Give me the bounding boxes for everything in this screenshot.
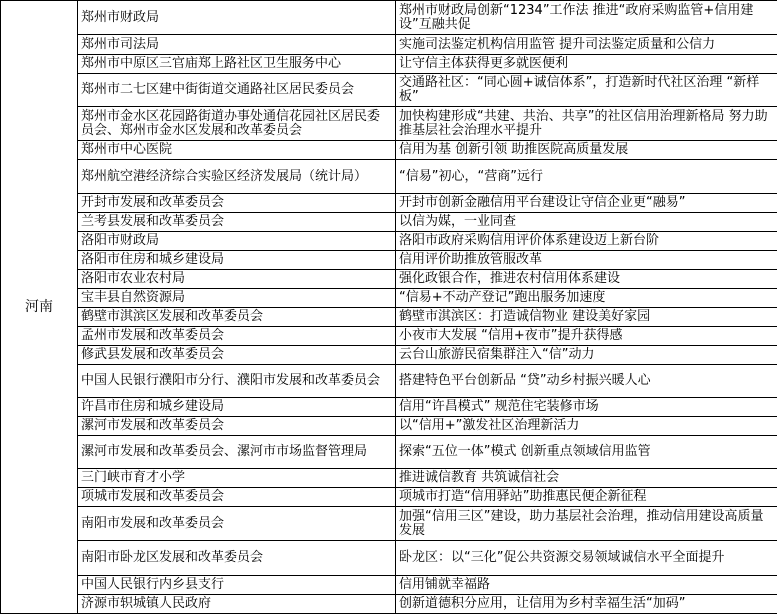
case-title-cell: 创新道德积分应用，让信用为乡村幸福生活“加码” xyxy=(396,595,777,614)
case-title-cell: 以“信用+”激发社区治理新活力 xyxy=(396,417,777,436)
organization-cell: 济源市轵城镇人民政府 xyxy=(78,595,396,614)
case-title-cell: 强化政银合作，推进农村信用体系建设 xyxy=(396,270,777,289)
organization-cell: 郑州航空港经济综合实验区经济发展局（统计局） xyxy=(78,160,396,194)
organization-cell: 修武县发展和改革委员会 xyxy=(78,346,396,365)
table-row xyxy=(1,576,777,595)
table-row xyxy=(1,251,777,270)
province-cell: 河南 xyxy=(1,1,78,614)
organization-cell: 孟州市发展和改革委员会 xyxy=(78,327,396,346)
table-row xyxy=(1,55,777,74)
organization-cell: 郑州市中心医院 xyxy=(78,141,396,160)
organization-cell: 郑州市财政局 xyxy=(78,1,396,35)
table-row xyxy=(1,398,777,417)
case-title-cell: 以信为媒，一业同查 xyxy=(396,213,777,232)
case-title-cell: 信用为基 创新引领 助推医院高质量发展 xyxy=(396,141,777,160)
organization-cell: 项城市发展和改革委员会 xyxy=(78,488,396,507)
organization-cell: 洛阳市住房和城乡建设局 xyxy=(78,251,396,270)
table-row xyxy=(1,595,777,614)
organization-cell: 南阳市发展和改革委员会 xyxy=(78,507,396,541)
organization-cell: 漯河市发展和改革委员会、漯河市市场监督管理局 xyxy=(78,436,396,469)
table-row xyxy=(1,469,777,488)
organization-cell: 鹤壁市淇滨区发展和改革委员会 xyxy=(78,308,396,327)
organization-cell: 中国人民银行濮阳市分行、濮阳市发展和改革委员会 xyxy=(78,365,396,398)
case-title-cell: 加快构建形成“共建、共治、共享”的社区信用治理新格局 努力助推基层社会治理水平提升 xyxy=(396,107,777,141)
organization-cell: 洛阳市农业农村局 xyxy=(78,270,396,289)
table-row xyxy=(1,213,777,232)
table-row xyxy=(1,141,777,160)
case-title-cell: 开封市创新金融信用平台建设让守信企业更“融易” xyxy=(396,194,777,213)
case-title-cell: 推进诚信教育 共筑诚信社会 xyxy=(396,469,777,488)
case-title-cell: 信用“许昌模式” 规范住宅装修市场 xyxy=(396,398,777,417)
table-body xyxy=(1,1,777,614)
case-title-cell: 郑州市财政局创新“1234”工作法 推进“政府采购监管+信用建设”互融共促 xyxy=(396,1,777,35)
organization-cell: 郑州市金水区花园路街道办事处通信花园社区居民委员会、郑州市金水区发展和改革委员会 xyxy=(78,107,396,141)
organization-cell: 郑州市二七区建中街街道交通路社区居民委员会 xyxy=(78,74,396,107)
table-row xyxy=(1,232,777,251)
case-title-cell: 搭建特色平台创新品 “贷”动乡村振兴暖人心 xyxy=(396,365,777,398)
table-row xyxy=(1,436,777,469)
table-row xyxy=(1,194,777,213)
table-row xyxy=(1,488,777,507)
table-row xyxy=(1,365,777,398)
case-title-cell: 项城市打造“信用驿站”助推惠民便企新征程 xyxy=(396,488,777,507)
table-row xyxy=(1,289,777,308)
organization-cell: 宝丰县自然资源局 xyxy=(78,289,396,308)
case-title-cell: 探索“五位一体”模式 创新重点领域信用监管 xyxy=(396,436,777,469)
organization-cell: 开封市发展和改革委员会 xyxy=(78,194,396,213)
organization-cell: 郑州市中原区三官庙郑上路社区卫生服务中心 xyxy=(78,55,396,74)
case-title-cell: 实施司法鉴定机构信用监管 提升司法鉴定质量和公信力 xyxy=(396,35,777,55)
table-row xyxy=(1,107,777,141)
case-title-cell: “信易+不动产登记”跑出服务加速度 xyxy=(396,289,777,308)
table-row xyxy=(1,35,777,55)
case-title-cell: 信用铺就幸福路 xyxy=(396,576,777,595)
organization-cell: 三门峡市育才小学 xyxy=(78,469,396,488)
organization-cell: 漯河市发展和改革委员会 xyxy=(78,417,396,436)
case-title-cell: 让守信主体获得更多就医便利 xyxy=(396,55,777,74)
table-row xyxy=(1,270,777,289)
table-row xyxy=(1,327,777,346)
case-title-cell: 交通路社区：“同心圆+诚信体系”，打造新时代社区治理 “新样板” xyxy=(396,74,777,107)
case-title-cell: 鹤壁市淇滨区：打造诚信物业 建设美好家园 xyxy=(396,308,777,327)
organization-cell: 许昌市住房和城乡建设局 xyxy=(78,398,396,417)
table-row xyxy=(1,417,777,436)
case-title-cell: 云台山旅游民宿集群注入“信”动力 xyxy=(396,346,777,365)
case-title-cell: 信用评价助推放管服改革 xyxy=(396,251,777,270)
organization-cell: 洛阳市财政局 xyxy=(78,232,396,251)
table-row xyxy=(1,346,777,365)
case-title-cell: 洛阳市政府采购信用评价体系建设迈上新台阶 xyxy=(396,232,777,251)
table-row xyxy=(1,74,777,107)
table-row xyxy=(1,308,777,327)
table-row xyxy=(1,160,777,194)
organization-cell: 兰考县发展和改革委员会 xyxy=(78,213,396,232)
case-title-cell: 小夜市大发展 “信用+夜市”提升获得感 xyxy=(396,327,777,346)
case-title-cell: “信易”初心，“营商”远行 xyxy=(396,160,777,194)
table-row xyxy=(1,541,777,576)
table-row xyxy=(1,1,777,35)
case-title-cell: 加强“信用三区”建设，助力基层社会治理，推动信用建设高质量发展 xyxy=(396,507,777,541)
organization-cell: 南阳市卧龙区发展和改革委员会 xyxy=(78,541,396,576)
table-row xyxy=(1,507,777,541)
case-title-cell: 卧龙区：以“三化”促公共资源交易领域诚信水平全面提升 xyxy=(396,541,777,576)
organization-cell: 郑州市司法局 xyxy=(78,35,396,55)
organization-cell: 中国人民银行内乡县支行 xyxy=(78,576,396,595)
